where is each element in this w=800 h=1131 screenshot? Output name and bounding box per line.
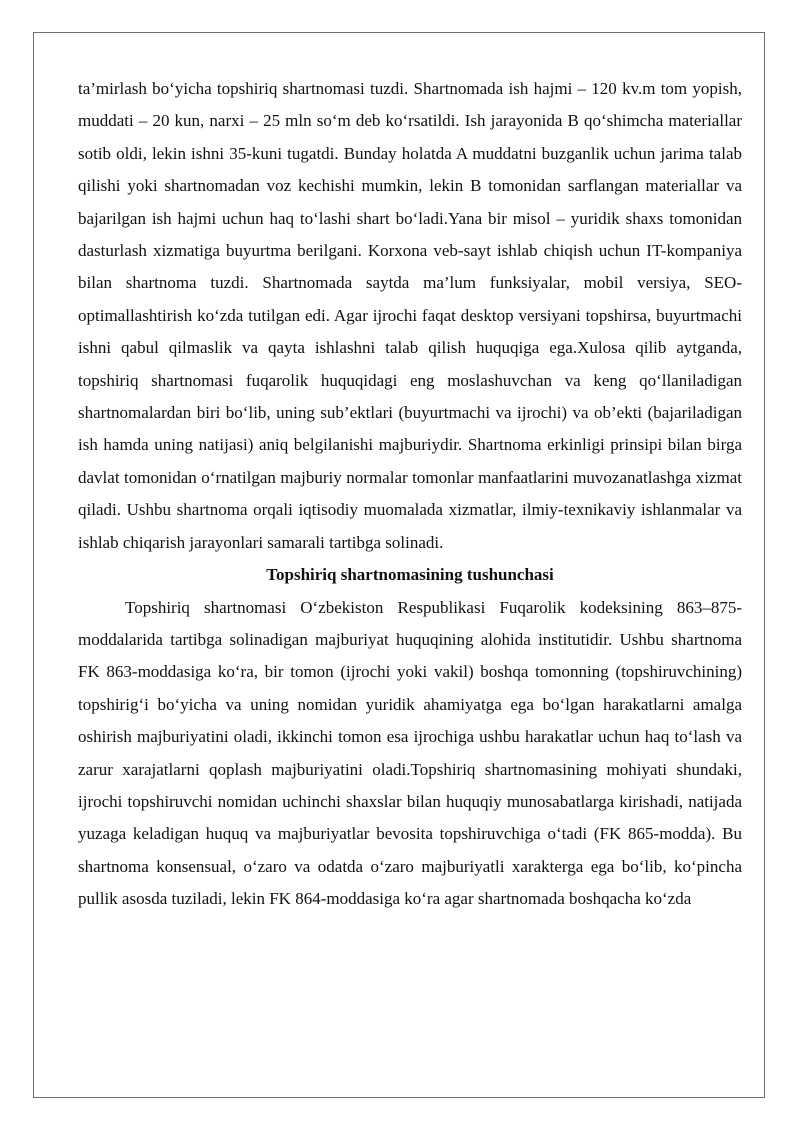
body-paragraph: Topshiriq shartnomasi O‘zbekiston Respublikasi Fuqarolik kodeksining 863–875-moddalarida tartibga solinadigan majburiyat huquqining alohida institutidir. Ushbu shartnoma FK 863-moddasiga ko‘ra, bir tomon (ijrochi yoki vakil) boshqa tomonning (topshiruvchining) topshirig‘i bo‘yicha va uning nomidan yuridik ahamiyatga ega bo‘lgan harakatlarni amalga oshirish majburiyatini oladi, ikkinchi tomon esa ijrochiga ushbu harakatlar uchun haq to‘lash va zarur xarajatlarni qoplash majburiyatini oladi.Topshiriq shartnomasining mohiyati shundaki, ijrochi topshiruvchi nomidan uchinchi shaxslar bilan huquqiy munosabatlarga kirishadi, natijada yuzaga keladigan huquq va majburiyatlar bevosita topshiruvchiga o‘tadi (FK 865-modda). Bu shartnoma konsensual, o‘zaro va odatda o‘zaro majburiyatli xarakterga ega bo‘lib, ko‘pincha pullik asosda tuziladi, lekin FK 864-moddasiga ko‘ra agar shartnomada boshqacha ko‘zda: [78, 597, 742, 909]
section-heading: Topshiriq shartnomasining tushunchasi: [266, 565, 554, 585]
body-paragraph: ta’mirlash bo‘yicha topshiriq shartnomasi tuzdi. Shartnomada ish hajmi – 120 kv.m tom yopish, muddati – 20 kun, narxi – 25 mln so‘m deb ko‘rsatildi. Ish jarayonida B qo‘shimcha materiallar sotib oldi, lekin ishni 35-kuni tugatdi. Bunday holatda A muddatni buzganlik uchun jarima talab qilishi yoki shartnomadan voz kechishi mumkin, lekin B tomonidan sarflangan materiallar va bajarilgan ish hajmi uchun haq to‘lashi shart bo‘ladi.Yana bir misol – yuridik shaxs tomonidan dasturlash xizmatiga buyurtma berilgani. Korxona veb-sayt ishlab chiqish uchun IT-kompaniya bilan shartnoma tuzdi. Shartnomada saytda ma’lum funksiyalar, mobil versiya, SEO-optimallashtirish ko‘zda tutilgan edi. Agar ijrochi faqat desktop versiyani topshirsa, buyurtmachi ishni qabul qilmaslik va qayta ishlashni talab qilish huquqiga ega.Xulosa qilib aytganda, topshiriq shartnomasi fuqarolik huquqidagi eng moslashuvchan va keng qo‘llaniladigan shartnomalardan biri bo‘lib, uning sub’ektlari (buyurtmachi va ijrochi) va ob’ekti (bajariladigan ish hamda uning natijasi) aniq belgilanishi majburiydir. Shartnoma erkinligi prinsipi bilan birga davlat tomonidan o‘rnatilgan majburiy normalar tomonlar manfaatlarini muvozanatlashga xizmat qiladi. Ushbu shartnoma orqali iqtisodiy muomalada xizmatlar, ilmiy-texnikaviy ishlanmalar va ishlab chiqarish jarayonlari samarali tartibga solinadi.: [78, 79, 742, 552]
document-body: [78, 73, 742, 916]
